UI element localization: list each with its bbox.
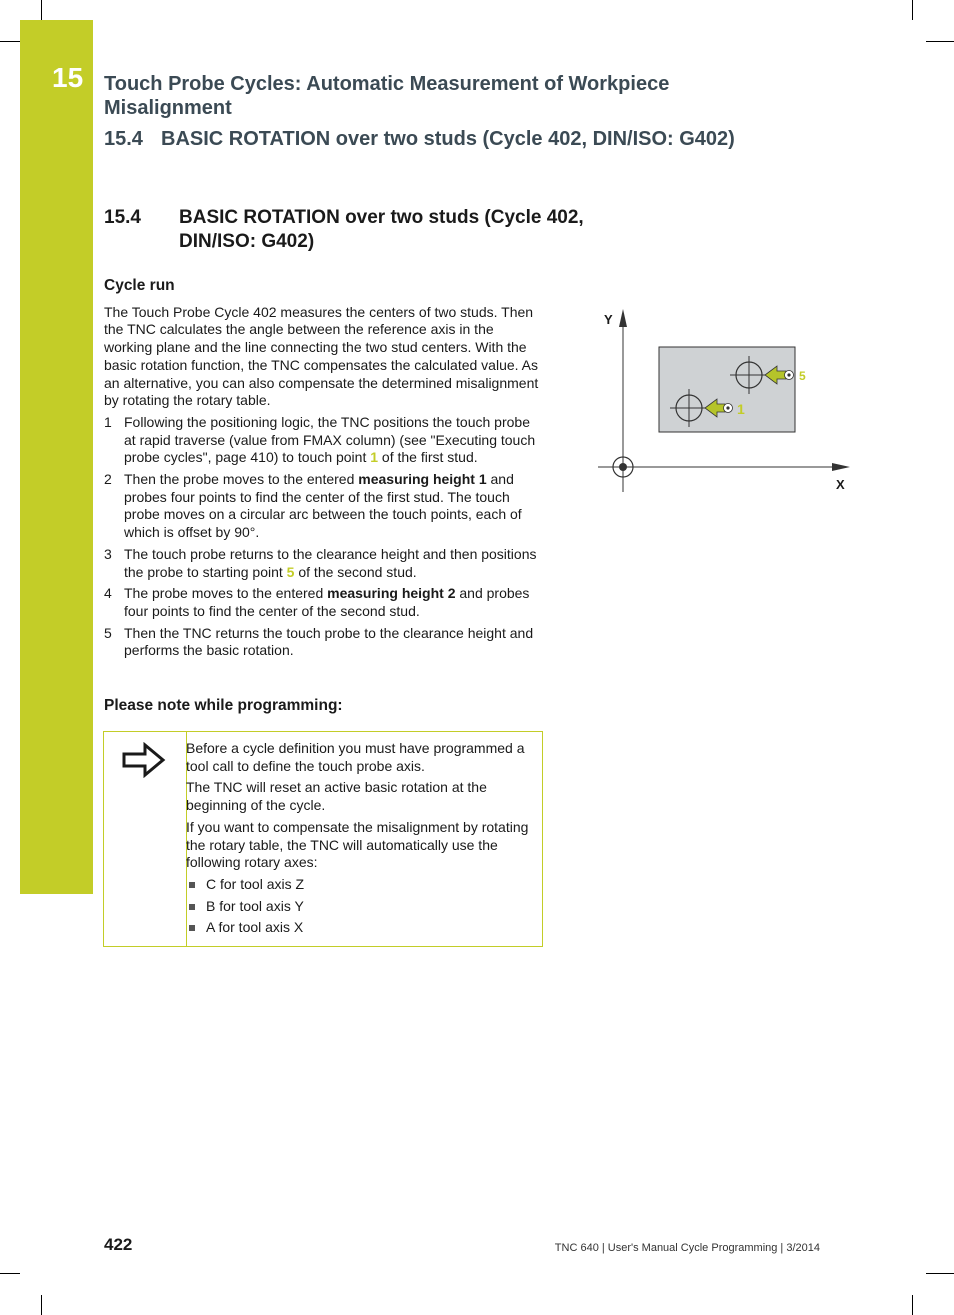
crop-mark [926, 41, 954, 42]
crop-mark [912, 0, 913, 20]
list-item: 4 The probe moves to the entered measuring height 2 and probes four points to find the center of the second stud. [104, 585, 530, 619]
touch-point-5-label: 5 [799, 369, 806, 383]
page-number: 422 [104, 1235, 133, 1254]
chapter-sidebar [20, 20, 93, 894]
note-heading: Please note while programming: [104, 697, 343, 714]
step-number: 5 [104, 624, 112, 641]
step-number: 4 [104, 585, 112, 602]
note-paragraph: If you want to compensate the misalignment by rotating the rotary table, the TNC will automatically use the following rotary axes: [186, 818, 529, 871]
list-item: C for tool axis Z [186, 876, 536, 894]
note-icon-column [103, 732, 187, 946]
y-axis-label: Y [604, 312, 613, 327]
touch-point-1-label: 1 [737, 401, 745, 417]
running-section-title: BASIC ROTATION over two studs (Cycle 402, DIN/ISO: G402) [161, 128, 735, 150]
x-axis-label: X [836, 477, 845, 492]
cycle-run-heading: Cycle run [104, 277, 175, 294]
list-item: 5 Then the TNC returns the touch probe to the clearance height and performs the basic rotation. [104, 624, 534, 659]
bullet-icon [189, 925, 195, 931]
footer-text: TNC 640 | User's Manual Cycle Programming | 3/2014 [554, 1242, 820, 1254]
cycle-steps-list [104, 414, 544, 660]
bullet-icon [189, 904, 195, 910]
running-section-number: 15.4 [104, 128, 143, 150]
parameter-name: measuring height 2 [327, 585, 456, 602]
note-paragraph: The TNC will reset an active basic rotation at the beginning of the cycle. [186, 779, 487, 814]
arrow-right-icon [121, 742, 167, 778]
x-axis-arrowhead [832, 463, 850, 471]
workpiece [659, 347, 795, 432]
list-item: B for tool axis Y [186, 898, 536, 916]
cycle-run-block [104, 277, 544, 664]
crop-mark [41, 1295, 42, 1315]
note-paragraph: Before a cycle definition you must have programmed a tool call to define the touch probe axis. [186, 740, 525, 774]
crop-mark [0, 1273, 20, 1274]
crop-mark [0, 41, 20, 42]
section-number: 15.4 [104, 207, 141, 228]
list-item: 1 Following the positioning logic, the TNC positions the touch probe at rapid traverse (value from FMAX column) (see "Executing touch probe cycles", page 410) to touch point 1 of the first stud. [104, 413, 536, 466]
bullet-icon [189, 882, 195, 888]
running-section-header [104, 128, 735, 151]
section-title: BASIC ROTATION over two studs (Cycle 402, DIN/ISO: G402) [179, 207, 584, 252]
step-number: 1 [104, 413, 112, 430]
chapter-number: 15 [52, 62, 84, 93]
crop-mark [41, 0, 42, 20]
step-number: 3 [104, 545, 112, 562]
y-axis-arrowhead [619, 309, 627, 327]
list-item: 3 The touch probe returns to the clearance height and then positions the probe to starting point 5 of the second stud. [104, 545, 537, 580]
chapter-title: Touch Probe Cycles: Automatic Measurement of Workpiece Misalignment [104, 73, 670, 119]
note-content [186, 740, 536, 941]
crop-mark [926, 1273, 954, 1274]
rotary-axes-list [186, 876, 536, 937]
touch-point-ref: 5 [286, 563, 295, 580]
note-box [103, 731, 543, 947]
list-item: A for tool axis X [186, 919, 536, 937]
crop-mark [912, 1295, 913, 1315]
basic-rotation-diagram [590, 300, 860, 500]
cycle-run-intro: The Touch Probe Cycle 402 measures the centers of two studs. Then the TNC calculates the angle between the reference axis in the working plane and the line connecting the two stud centers. With the basic rotation function, the TNC compensates the calculated value. As an alternative, you can also compensate the determined misalignment by rotating the rotary table. [104, 303, 539, 409]
step-number: 2 [104, 471, 112, 488]
parameter-name: measuring height 1 [358, 471, 487, 488]
list-item: 2 Then the probe moves to the entered measuring height 1 and probes four points to find the center of the first stud. The touch probe moves on a circular arc between the touch points, each of which is offset by 90°. [104, 471, 522, 541]
touch-point-ref: 1 [370, 449, 379, 466]
